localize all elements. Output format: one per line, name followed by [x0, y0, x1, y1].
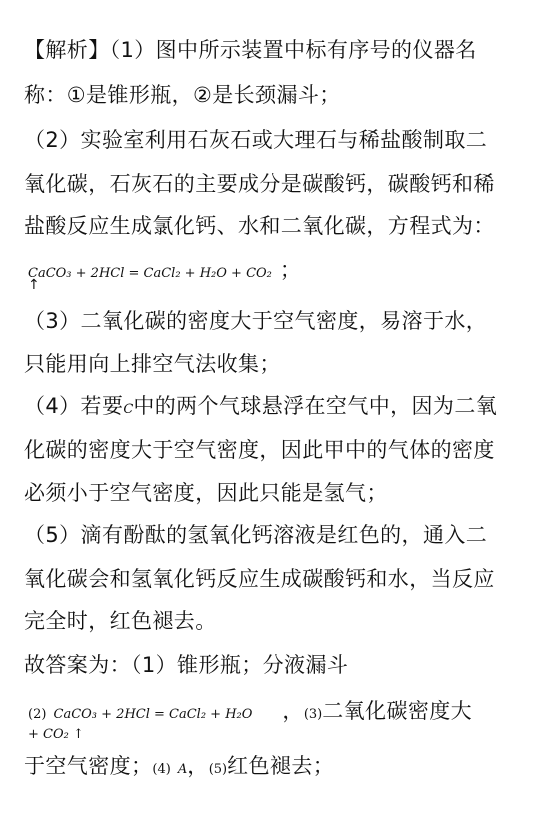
text-line-7: 只能用向上排空气法收集；	[24, 352, 281, 376]
text-line-8	[24, 392, 497, 424]
text-line-12: 氧化碳会和氢氧化钙反应生成碳酸钙和水，当反应	[24, 567, 495, 591]
answer-line-1: 故答案为：（1）锥形瓶；分液漏斗	[24, 653, 349, 677]
answer-2-equation: CaCO₃ + 2HCl = CaCl₂ + H₂O	[53, 707, 253, 722]
equation-1-semicolon: ；	[279, 258, 302, 282]
answer-4-number: (4)	[152, 762, 171, 777]
text-line-4: 氧化碳，石灰石的主要成分是碳酸钙，碳酸钙和稀	[24, 172, 495, 196]
text-line-5: 盐酸反应生成氯化钙、水和二氧化碳，方程式为：	[24, 214, 495, 238]
equation-1-arrow: ↑	[28, 277, 41, 293]
answer-3-continuation: 于空气密度；	[24, 754, 153, 778]
text-line-9: 化碳的密度大于空气密度，因此甲中的气体的密度	[24, 438, 495, 462]
answer-4-separator: ，	[187, 754, 209, 778]
answer-2-separator: ，	[282, 699, 304, 723]
answer-2-equation-end: + CO₂ ↑	[28, 727, 84, 742]
answer-4-value: A	[177, 762, 188, 777]
text-line-10: 必须小于空气密度，因此只能是氢气；	[24, 481, 388, 505]
text-line-11: （5）滴有酚酞的氢氧化钙溶液是红色的，通入二	[24, 523, 488, 547]
answer-line-2	[28, 697, 472, 729]
text-line-3: （2）实验室利用石灰石或大理石与稀盐酸制取二	[24, 128, 488, 152]
answer-5-text: 红色褪去；	[227, 754, 335, 778]
answer-2-continuation	[28, 722, 84, 744]
answer-3-number: (3)	[303, 707, 323, 722]
text-line-8-start: （4）若要	[24, 394, 124, 418]
answer-3-text: 二氧化碳密度大	[322, 699, 473, 723]
text-line-6: （3）二氧化碳的密度大于空气密度，易溶于水，	[24, 309, 488, 333]
text-line-8-end: 中的两个气球悬浮在空气中，因为二氧	[133, 394, 498, 418]
equation-1: CaCO₃ + 2HCl = CaCl₂ + H₂O + CO₂	[28, 266, 272, 281]
answer-5-number: (5)	[208, 762, 228, 777]
variable-c: C	[123, 402, 134, 417]
text-line-2: 称：①是锥形瓶，②是长颈漏斗；	[24, 83, 341, 107]
equation-1-row	[28, 256, 301, 288]
text-line-1: 【解析】（1）图中所示装置中标有序号的仪器名	[24, 38, 477, 62]
answer-2-number: (2)	[28, 707, 47, 722]
text-line-13: 完全时，红色褪去。	[24, 609, 217, 633]
answer-line-3	[24, 752, 334, 784]
